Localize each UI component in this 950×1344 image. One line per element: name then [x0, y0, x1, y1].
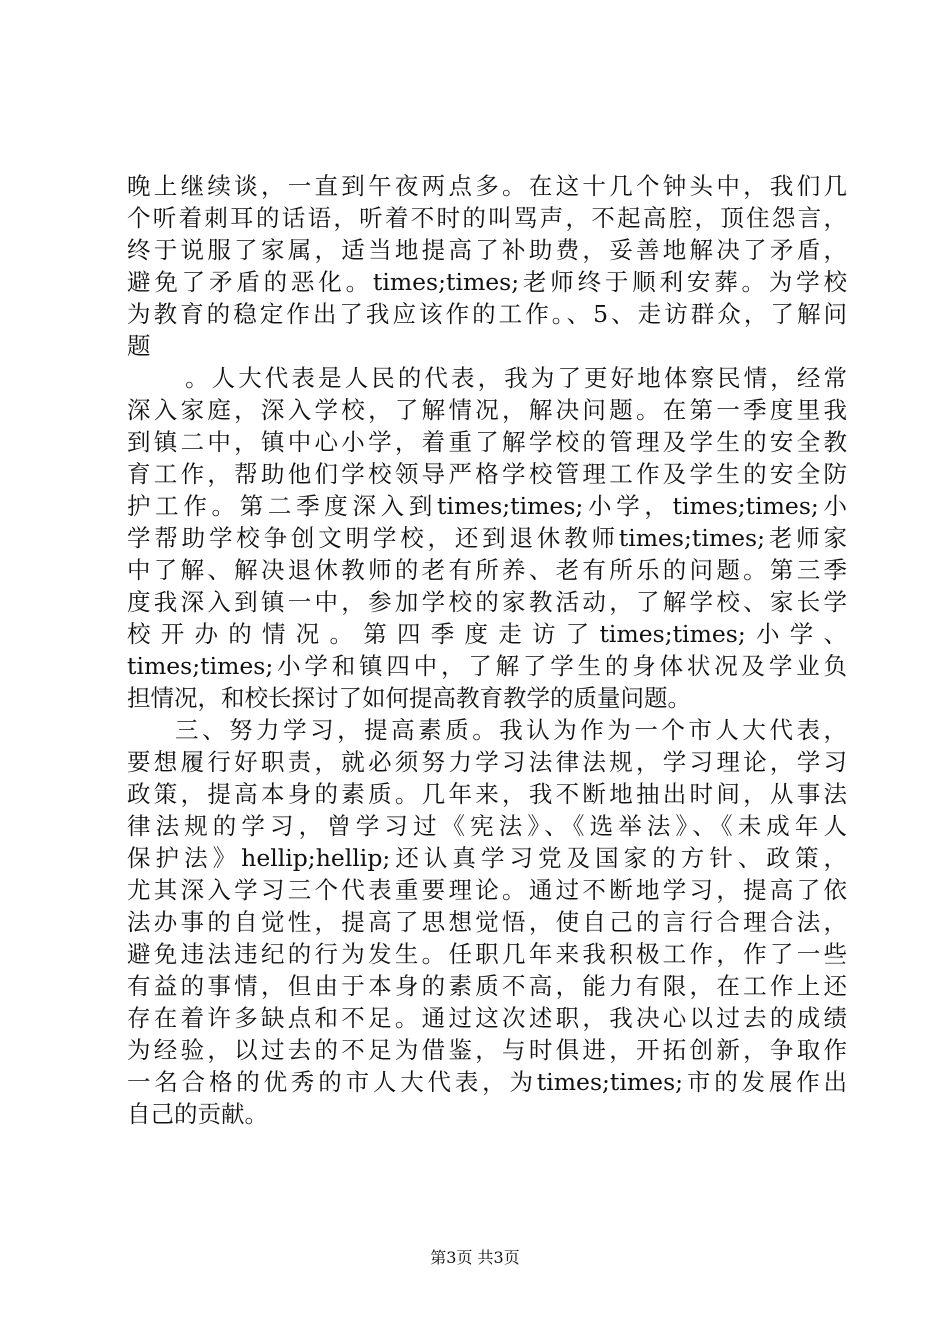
text-line: 题 — [127, 332, 151, 360]
text-line: 深入家庭，深入学校，了解情况，解决问题。在第一季度里我 — [127, 396, 847, 424]
page-footer: 第3页 共3页 — [430, 1248, 520, 1267]
text-line: 到镇二中，镇中心小学，着重了解学校的管理及学生的安全教 — [127, 428, 847, 456]
text-line: 保护法》hellip;hellip;还认真学习党及国家的方针、政策， — [127, 844, 847, 872]
document-body — [127, 170, 847, 1130]
text-line: 育工作，帮助他们学校领导严格学校管理工作及学生的安全防 — [127, 460, 847, 488]
text-line: 尤其深入学习三个代表重要理论。通过不断地学习，提高了依 — [127, 876, 847, 904]
text-line: 个听着刺耳的话语，听着不时的叫骂声，不起高腔，顶住怨言， — [127, 204, 847, 232]
text-line: 要想履行好职责，就必须努力学习法律法规，学习理论，学习 — [127, 748, 847, 776]
text-line: 终于说服了家属，适当地提高了补助费，妥善地解决了矛盾， — [127, 236, 847, 264]
text-line: 避免了矛盾的恶化。times;times;老师终于顺利安葬。为学校 — [127, 268, 847, 296]
text-line: 三、努力学习，提高素质。我认为作为一个市人大代表， — [175, 716, 847, 744]
text-line: 有益的事情，但由于本身的素质不高，能力有限，在工作上还 — [127, 972, 847, 1000]
text-line: 学帮助学校争创文明学校，还到退休教师times;times;老师家 — [127, 524, 847, 552]
text-line: 自己的贡献。 — [127, 1100, 268, 1128]
text-line: 一名合格的优秀的市人大代表，为times;times;市的发展作出 — [127, 1068, 847, 1096]
text-line: 度我深入到镇一中，参加学校的家教活动，了解学校、家长学 — [127, 588, 847, 616]
text-line: 为教育的稳定作出了我应该作的工作。、5、走访群众，了解问 — [127, 300, 847, 328]
text-line: 律法规的学习，曾学习过《宪法》、《选举法》、《未成年人 — [127, 812, 847, 840]
text-line: 中了解、解决退休教师的老有所养、老有所乐的问题。第三季 — [127, 556, 847, 584]
text-line: 政策，提高本身的素质。几年来，我不断地抽出时间，从事法 — [127, 780, 847, 808]
text-line: 。人大代表是人民的代表，我为了更好地体察民情，经常 — [185, 364, 847, 392]
text-line: 为经验，以过去的不足为借鉴，与时俱进，开拓创新，争取作 — [127, 1036, 847, 1064]
text-line: 护工作。第二季度深入到times;times;小学，times;times;小 — [127, 492, 847, 520]
text-line: 存在着许多缺点和不足。通过这次述职，我决心以过去的成绩 — [127, 1004, 847, 1032]
text-line: 避免违法违纪的行为发生。任职几年来我积极工作，作了一些 — [127, 940, 847, 968]
text-line: 校开办的情况。第四季度走访了times;times;小学、 — [127, 620, 847, 648]
text-line: 晚上继续谈，一直到午夜两点多。在这十几个钟头中，我们几 — [127, 172, 847, 200]
text-line: times;times;小学和镇四中，了解了学生的身体状况及学业负 — [127, 652, 847, 680]
text-line: 担情况，和校长探讨了如何提高教育教学的质量问题。 — [127, 684, 691, 712]
text-line: 法办事的自觉性，提高了思想觉悟，使自己的言行合理合法， — [127, 908, 847, 936]
